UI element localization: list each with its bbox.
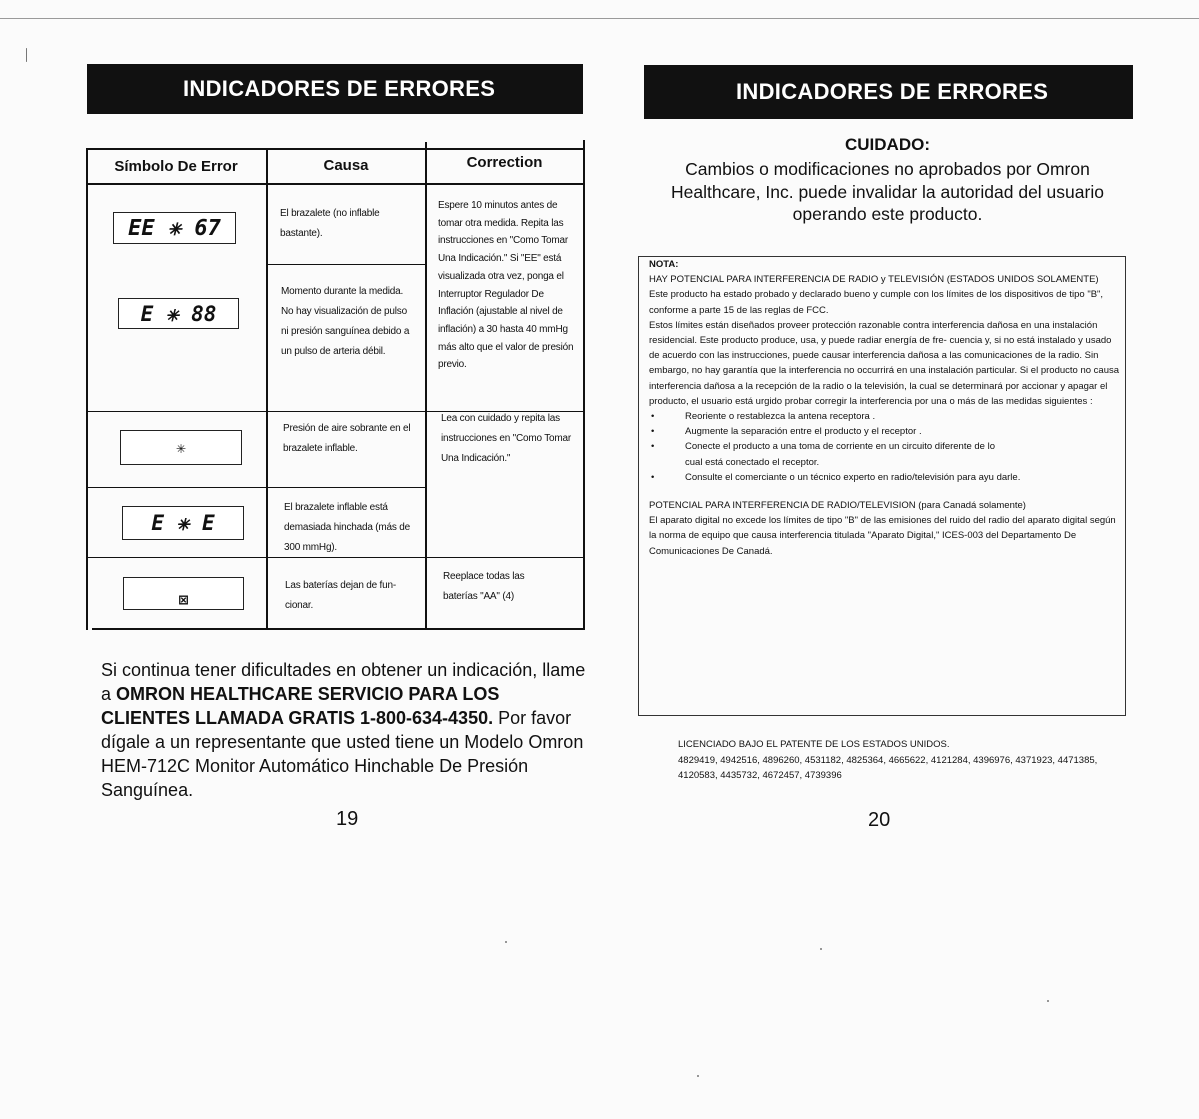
- header-divider: [86, 183, 585, 185]
- canada-heading: POTENCIAL PARA INTERFERENCIA DE RADIO/TELEVISION (para Canadá solamente): [649, 500, 1026, 512]
- caution-body: Cambios o modificaciones no aprobados por Omron Healthcare, Inc. puede invalidar la autoridad del usuario operando este producto.: [671, 159, 1104, 224]
- paragraph-bold-contact: OMRON HEALTHCARE SERVICIO PARA LOS CLIENTES LLAMADA GRATIS 1-800-634-4350.: [101, 684, 500, 728]
- lcd-display-text: E ✳ 88: [140, 301, 217, 326]
- lcd-display-text: E ✳ E: [151, 511, 215, 535]
- canada-body: El aparato digital no excede los límites de tipo "B" de las emisiones del ruido del radio del aparato digital según la norma de equipo que causa interferencia titulada "Aparato Digital," ICES-003 del Departamento De Comunicaciones De Canadá.: [649, 515, 1116, 557]
- left-banner-title: INDICADORES DE ERRORES: [183, 76, 496, 101]
- correction-cell: Reeplace todas las baterías "AA" (4): [443, 571, 525, 602]
- scan-speck: [26, 48, 27, 62]
- patent-heading: LICENCIADO BAJO EL PATENTE DE LOS ESTADOS UNIDOS.: [678, 739, 950, 750]
- customer-service-paragraph: [101, 658, 591, 802]
- error-indicator-table: [86, 140, 585, 630]
- lcd-battery-symbol: [123, 577, 244, 610]
- lcd-error-symbol: [122, 506, 244, 540]
- correction-cell: Lea con cuidado y repita las instrucciones en "Como Tomar Una Indicación.": [441, 413, 572, 464]
- row-divider: [266, 264, 426, 265]
- header-correction: Correction: [466, 154, 543, 171]
- scan-speck: [505, 941, 507, 943]
- note-paragraph-1: Este producto ha estado probado y declarado bueno y cumple con los límites de los dispositivos de tipo "B", conforme a parte 15 de las reglas de FCC.: [649, 289, 1104, 316]
- battery-icon: ⊠: [178, 590, 189, 609]
- right-page-banner: [644, 65, 1133, 119]
- note-paragraph-2: Estos límites están diseñados proveer protección razonable contra interferencia dañosa en una instalación residencial. Este producto produce, usa, y puede radiar energía de fre- cuencia y, si no está instalado y usado de acuerdo con las instrucciones, puede causar interferencia dañosa a las comunicaciones de la radio. Sin embargo, no hay garantía que la interferencia no occurrirá en una instalación particular. Si el producto no causa interferencia dañosa a la recepción de la radio o la televisión, la cual se determinará por accionar y apagar el producto, el usuario está urgido probar corregir la interferencia por una o más de las medidas siguientes :: [649, 319, 1120, 407]
- patent-numbers: 4829419, 4942516, 4896260, 4531182, 4825364, 4665622, 4121284, 4396976, 4371923, 4471385, 4120583, 4435732, 4672457, 4739396: [678, 754, 1098, 781]
- scan-speck: [820, 948, 822, 950]
- caution-title: CUIDADO:: [845, 135, 930, 154]
- note-bullet-text: Augmente la separación entre el producto y el receptor .: [685, 426, 922, 438]
- lcd-display-text: ✳: [176, 438, 186, 457]
- note-bullet-text: Conecte el producto a una toma de corriente en un circuito diferente de lo cual está conectado el receptor.: [685, 441, 995, 468]
- scan-speck: [1047, 1000, 1049, 1002]
- correction-cell: Espere 10 minutos antes de tomar otra medida. Repita las instrucciones en "Como Tomar Una Indicación." Si "EE" está visualizada otra vez, ponga el Interruptor Regulador De Inflación (ajustable al nivel de inflación) a 30 hasta 40 mmHg más alto que el valor de presión previo.: [438, 200, 574, 371]
- table-border-top: [86, 148, 585, 150]
- header-symbol: Símbolo De Error: [114, 158, 238, 175]
- cause-cell: Las baterías dejan de fun- cionar.: [285, 580, 396, 611]
- lcd-error-symbol: [113, 212, 236, 244]
- note-bullet-text: Consulte el comerciante o un técnico experto en radio/televisión para ayu darle.: [685, 471, 1021, 483]
- scan-top-rule: [0, 18, 1199, 19]
- lcd-error-symbol: [118, 298, 239, 329]
- scan-speck: [697, 1075, 699, 1077]
- paragraph-intro: Si continua tener dificultades en obtener un indicación, llame a: [101, 660, 586, 704]
- cause-cell: El brazalete inflable está demasiada hinchada (más de 300 mmHg).: [284, 502, 410, 553]
- page-number-right: 20: [868, 809, 891, 831]
- left-page-banner: [87, 64, 583, 114]
- note-bullet: • Augmente la separación entre el producto y el receptor .: [649, 424, 1119, 439]
- note-bullet-text: Reoriente o restablezca la antena receptora .: [685, 411, 876, 423]
- cause-cell: Momento durante la medida. No hay visualización de pulso ni presión sanguínea debido a un pulso de arteria débil.: [281, 286, 410, 357]
- paragraph-outro: Por favor dígale a un representante que usted tiene un Modelo Omron HEM-712C Monitor Automático Hinchable De Presión Sanguínea.: [101, 708, 584, 800]
- fcc-note-box: [638, 256, 1126, 716]
- cause-cell: Presión de aire sobrante en el brazalete inflable.: [283, 423, 411, 454]
- note-bullet: • Consulte el comerciante o un técnico experto en radio/televisión para ayu darle.: [649, 470, 1119, 485]
- lcd-display-text: EE ✳ 67: [128, 215, 221, 241]
- row-divider: [86, 487, 426, 488]
- right-banner-title: INDICADORES DE ERRORES: [736, 79, 1049, 104]
- note-bullet: • Conecte el producto a una toma de corriente en un circuito diferente de lo cual está conectado el receptor.: [649, 439, 1119, 469]
- patent-notice: [678, 737, 1108, 784]
- note-bullet: • Reoriente o restablezca la antena receptora .: [649, 409, 1119, 424]
- note-heading: HAY POTENCIAL PARA INTERFERENCIA DE RADIO y TELEVISIÓN (ESTADOS UNIDOS SOLAMENTE): [649, 274, 1099, 286]
- lcd-error-symbol: [120, 430, 242, 465]
- cause-cell: El brazalete (no inflable bastante).: [280, 208, 380, 239]
- header-cause: Causa: [323, 157, 369, 174]
- table-border-bottom: [92, 628, 585, 630]
- page-number-left: 19: [336, 808, 359, 830]
- note-label: NOTA:: [649, 259, 679, 270]
